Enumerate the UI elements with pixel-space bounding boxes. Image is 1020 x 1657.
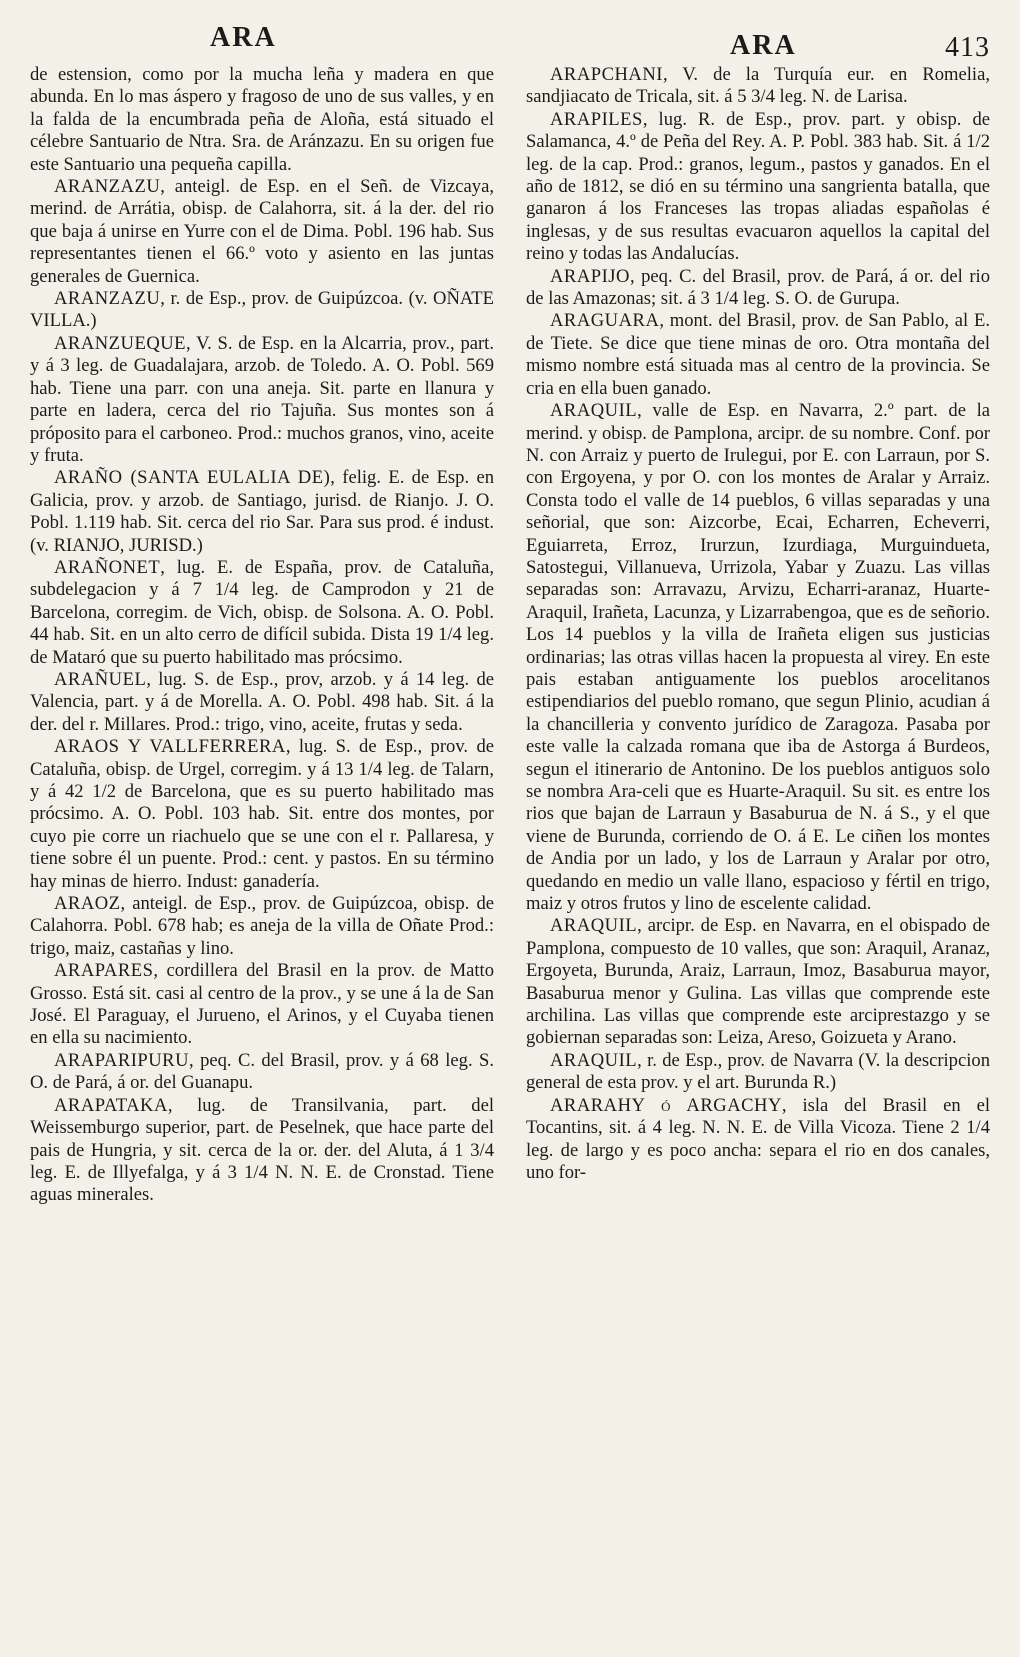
entry-text: , cordillera del Brasil en la prov. de Matto Grosso. Está sit. casi al centro de la prov., y se une á la de San José. El Paraguay, el Jurueno, el Arinos, y el Cuyaba tienen en ella su nacimiento. xyxy=(30,960,494,1049)
page-header xyxy=(30,18,990,63)
left-column xyxy=(30,64,494,1207)
entry-text: , anteigl. de Esp. en el Señ. de Vizcaya, merind. de Arrátia, obisp. de Calahorra, sit. á la der. del rio que baja á unirse en Yurre con el de Dima. Pobl. 196 hab. Sus representantes tienen el 66.º voto y asiento en las juntas generales de Guernica. xyxy=(30,176,494,287)
entry-text: , lug. E. de España, prov. de Cataluña, subdelegacion y á 7 1/4 leg. de Camprodon y 21 de Barcelona, corregim. de Vich, obisp. de Solsona. A. O. Pobl. 44 hab. Sit. en un alto cerro de difícil subida. Dista 19 1/4 leg. de Mataró que su puerto habilitado mas prócsimo. xyxy=(30,556,494,668)
dictionary-entry xyxy=(30,669,494,736)
entry-headword: ARANZAZU xyxy=(54,288,161,310)
dictionary-entry xyxy=(30,467,494,557)
entry-headword: ARANZAZU xyxy=(54,176,161,198)
dictionary-entry xyxy=(30,960,494,1050)
entry-text: , V. de la Turquía eur. en Romelia, sandjiacato de Tricala, sit. á 5 3/4 leg. N. de Larisa. xyxy=(526,64,990,108)
dictionary-entry xyxy=(30,557,494,669)
entry-headword: ARAQUIL xyxy=(550,400,638,422)
entry-headword: ARANZUEQUE xyxy=(54,332,187,354)
entry-headword: ARAQUIL xyxy=(550,915,638,937)
dictionary-entry xyxy=(526,1050,990,1095)
right-running-head: ARA xyxy=(730,30,797,61)
dictionary-entry xyxy=(30,64,494,176)
entry-headword: ARAÑONET xyxy=(54,556,161,578)
entry-headword: ARAÑO (SANTA EULALIA DE) xyxy=(54,467,331,489)
entry-text: , r. de Esp., prov. de Guipúzcoa. (v. OÑATE VILLA.) xyxy=(30,288,494,332)
entry-headword: ARAQUIL xyxy=(550,1049,638,1071)
entry-text: , lug. S. de Esp., prov, arzob. y á 14 leg. de Valencia, part. y á de Morella. A. O. Pobl. 498 hab. Sit. á la der. del r. Millares. Prod.: trigo, vino, aceite, frutas y seda. xyxy=(30,668,494,735)
entry-headword: ARAPARES xyxy=(54,960,154,982)
entry-headword: ARAGUARA xyxy=(550,310,660,332)
entry-headword: ARAOZ xyxy=(54,893,121,915)
dictionary-entry xyxy=(526,1095,990,1185)
entry-text: , valle de Esp. en Navarra, 2.º part. de la merind. y obisp. de Pamplona, arcipr. de su nombre. Conf. por N. con Arraiz y puerto de Irulegui, por E. con Larraun, por S. con Ergoyena, y por O. con los montes de Aralar y Arraiz. Consta todo el valle de 14 pueblos, 6 villas separadas y una señorial, que son: Aizcorbe, Ecai, Echarren, Echeverri, Eguiarreta, Erroz, Irurzun, Izurdiaga, Murguindueta, Satostegui, Villanueva, Urrizola, Yabar y Zuazu. Las villas separadas son: Arravazu, Arvizu, Echarri-aranaz, Huarte-Araquil, Irañeta, Lacunza, y Lizarrabengoa, que es de señorio. Los 14 pueblos y la villa de Irañeta eligen sus justicias ordinarias; las otras villas hacen la propuesta al virey. En este pais estaban antiguamente los pueblos arocelitanos estipendiarios del pueblo romano, que segun Plinio, acudian á la chancilleria y convento jurídico de Zaragoza. Pasaba por este valle la calzada romana que iba de Astorga á Burdeos, segun el itinerario de Antonino. De los pueblos antiguos solo se nombra Ara-celi que es Huarte-Araquil. Su sit. es entre los rios que bajan de Larraun y Basaburua de N. á S., y el que viene de Burunda, corriendo de O. á E. Le ciñen los montes de Andia por un lado, y los de Larraun y Aralar por otro, quedando en medio un valle llano, espacioso y fértil en trigo, maiz y otros frutos y lino de escelente calidad. xyxy=(526,400,990,915)
page-number: 413 xyxy=(945,32,990,63)
entry-text: , lug. S. de Esp., prov. de Cataluña, obisp. de Urgel, corregim. y á 13 1/4 leg. de Talarn, y á 42 1/2 de Barcelona, que es su puerto habilitado mas prócsimo. A. O. Pobl. 103 hab. Sit. entre dos montes, por cuyo pie corre un riachuelo que se une con el r. Pallaresa, y tiene sobre él un puente. Prod.: cent. y pastos. En su término hay minas de hierro. Indust: ganadería. xyxy=(30,736,494,892)
dictionary-entry xyxy=(30,333,494,467)
entry-text: , anteigl. de Esp., prov. de Guipúzcoa, obisp. de Calahorra. Pobl. 678 hab; es aneja de la villa de Oñate Prod.: trigo, maiz, castañas y lino. xyxy=(30,893,494,959)
entry-text: , arcipr. de Esp. en Navarra, en el obispado de Pamplona, compuesto de 10 valles, que son: Araquil, Aranaz, Ergoyeta, Burunda, Araiz, Larraun, Imoz, Basaburua mayor, Basaburua menor y Gulina. Las villas que comprende este archilina. Las villas que comprende este arciprestazgo y se gobiernan separadas son: Leiza, Areso, Goizueta y Arano. xyxy=(526,915,990,1049)
two-column-body xyxy=(30,64,990,1207)
dictionary-entry xyxy=(526,109,990,266)
entry-headword: ARAOS Y VALLFERRERA xyxy=(54,736,286,758)
dictionary-entry xyxy=(30,893,494,960)
entry-text: , r. de Esp., prov. de Navarra (V. la descripcion general de esta prov. y el art. Burunda R.) xyxy=(526,1049,990,1094)
entry-headword: ARAÑUEL xyxy=(54,668,147,690)
entry-headword: ARAPARIPURU xyxy=(54,1049,190,1071)
entry-text: , mont. del Brasil, prov. de San Pablo, al E. de Tiete. Se dice que tiene minas de oro. Otra montaña del mismo nombre está situada mas al centro de la provincia. Se cria en ella buen ganado. xyxy=(526,310,990,399)
entry-text: , peq. C. del Brasil, prov. de Pará, á or. del rio de las Amazonas; sit. á 3 1/4 leg. S. O. de Gurupa. xyxy=(526,265,990,310)
dictionary-entry xyxy=(526,400,990,915)
entry-headword: ARAPILES xyxy=(550,108,643,130)
dictionary-entry xyxy=(526,64,990,109)
dictionary-entry xyxy=(30,176,494,288)
entry-text: , peq. C. del Brasil, prov. y á 68 leg. S. O. de Pará, á or. del Guanapu. xyxy=(30,1049,494,1094)
entry-text: de estension, como por la mucha leña y madera en que abunda. En lo mas áspero y fragoso de uno de sus valles, y en la falda de la encumbrada peña de Aloña, está situado el célebre Santuario de Ntra. Sra. de Aránzazu. En su origen fue este Santuario una pequeña capilla. xyxy=(30,64,494,175)
entry-headword: ARAPATAKA xyxy=(54,1094,168,1116)
entry-text: , lug. de Transilvania, part. del Weissemburgo superior, part. de Peselnek, que hace parte del pais de Hungria, y sit. cerca de la or. der. del Aluta, á 1 3/4 leg. E. de Illyefalga, y á 3 1/4 N. N. E. de Cronstad. Tiene aguas minerales. xyxy=(30,1094,494,1206)
right-column xyxy=(526,64,990,1207)
entry-headword: ARARAHY ó ARGACHY xyxy=(550,1094,782,1116)
entry-headword: ARAPCHANI xyxy=(550,64,663,85)
dictionary-entry xyxy=(30,288,494,333)
entry-text: , lug. R. de Esp., prov. part. y obisp. de Salamanca, 4.º de Peña del Rey. A. P. Pobl. 383 hab. Sit. á 1/2 leg. de la cap. Prod.: granos, legum., pastos y ganados. En el año de 1812, se dió en su término una sangrienta batalla, que ganaron á los Franceses las tropas aliadas españolas é inglesas, y de sus resultas evacuaron aquellos la capital del reino y todas las Andalucías. xyxy=(526,108,990,265)
entry-headword: ARAPIJO xyxy=(550,265,630,287)
dictionary-entry xyxy=(526,310,990,400)
left-running-head: ARA xyxy=(210,22,277,53)
dictionary-entry xyxy=(30,1095,494,1207)
dictionary-entry xyxy=(526,915,990,1049)
entry-text: , felig. E. de Esp. en Galicia, prov. y arzob. de Santiago, jurisd. de Rianjo. J. O. Pobl. 1.119 hab. Sit. cerca del rio Sar. Para sus prod. é indust. (v. RIANJO, JURISD.) xyxy=(30,467,495,556)
entry-text: , V. S. de Esp. en la Alcarria, prov., part. y á 3 leg. de Guadalajara, arzob. de Toledo. A. O. Pobl. 569 hab. Tiene una parr. con una aneja. Sit. parte en llanura y parte en ladera, cerca del rio Tajuña. Sus montes son á próposito para el carboneo. Prod.: muchos granos, vino, aceite y fruta. xyxy=(30,332,494,466)
dictionary-entry xyxy=(30,1050,494,1095)
entry-text: , isla del Brasil en el Tocantins, sit. á 4 leg. N. N. E. de Villa Vicoza. Tiene 2 1/4 leg. de largo y es poco ancha: separa el rio en dos canales, uno for- xyxy=(526,1094,991,1183)
dictionary-entry xyxy=(30,736,494,893)
dictionary-entry xyxy=(526,266,990,311)
